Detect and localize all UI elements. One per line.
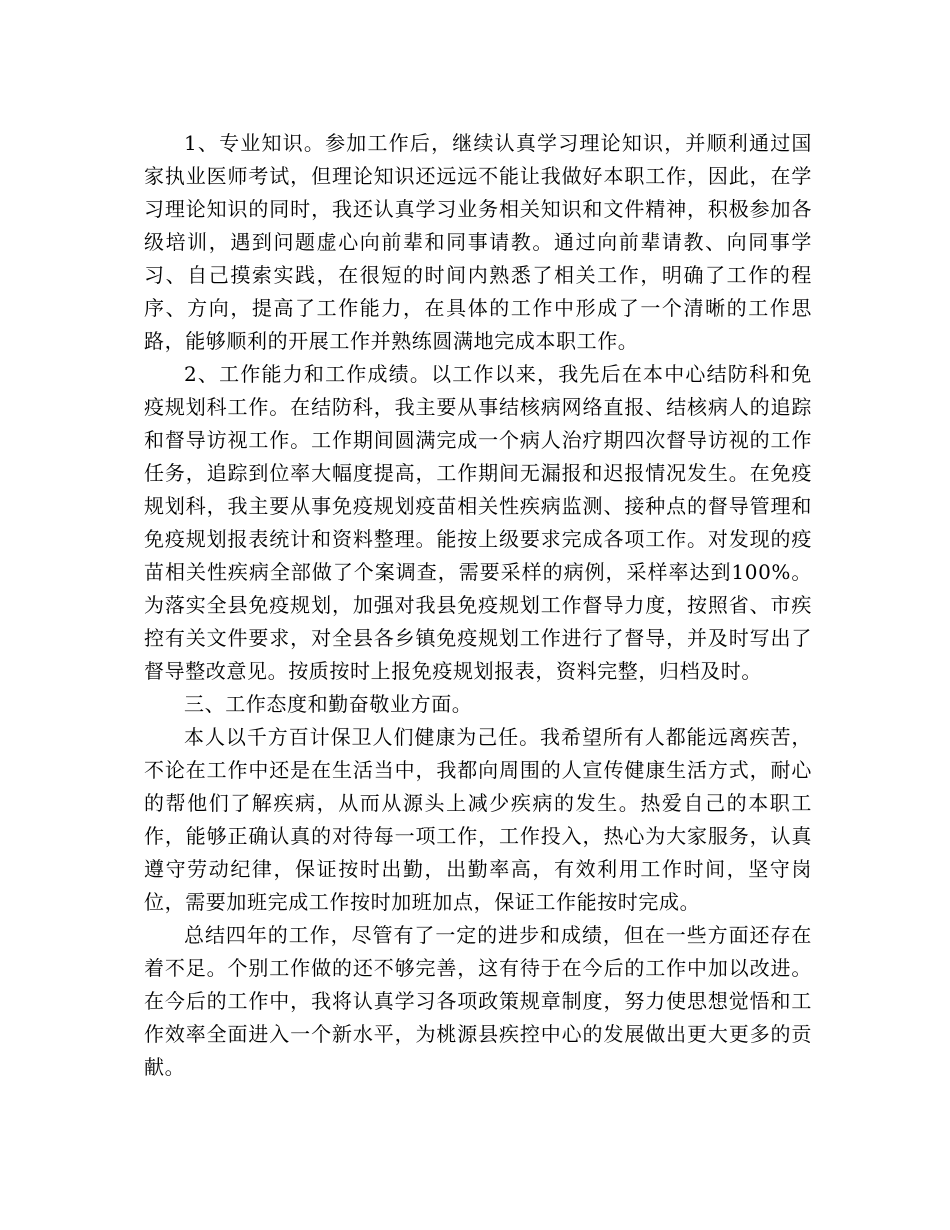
document-body <box>144 127 812 1084</box>
paragraph-work-attitude: 本人以千方百计保卫人们健康为己任。我希望所有人都能远离疾苦，不论在工作中还是在生活当中，我都向周围的人宣传健康生活方式，耐心的帮他们了解疾病，从而从源头上减少疾病的发生。热爱自己的本职工作，能够正确认真的对待每一项工作，工作投入，热心为大家服务，认真遵守劳动纪律，保证按时出勤，出勤率高，有效利用工作时间，坚守岗位，需要加班完成工作按时加班加点，保证工作能按时完成。 <box>144 725 812 914</box>
paragraph-work-ability: 2、工作能力和工作成绩。以工作以来，我先后在本中心结防科和免疫规划科工作。在结防科，我主要从事结核病网络直报、结核病人的追踪和督导访视工作。工作期间圆满完成一个病人治疗期四次督导访视的工作任务，追踪到位率大幅度提高，工作期间无漏报和迟报情况发生。在免疫规划科，我主要从事免疫规划疫苗相关性疾病监测、接种点的督导管理和免疫规划报表统计和资料整理。能按上级要求完成各项工作。对发现的疫苗相关性疾病全部做了个案调查，需要采样的病例，采样率达到100%。为落实全县免疫规划，加强对我县免疫规划工作督导力度，按照省、市疾控有关文件要求，对全县各乡镇免疫规划工作进行了督导，并及时写出了督导整改意见。按质按时上报免疫规划报表，资料完整，归档及时。 <box>144 362 812 683</box>
paragraph-professional-knowledge: 1、专业知识。参加工作后，继续认真学习理论知识，并顺利通过国家执业医师考试，但理论知识还远远不能让我做好本职工作，因此，在学习理论知识的同时，我还认真学习业务相关知识和文件精神，积极参加各级培训，遇到问题虚心向前辈和同事请教。通过向前辈请教、向同事学习、自己摸索实践，在很短的时间内熟悉了相关工作，明确了工作的程序、方向，提高了工作能力，在具体的工作中形成了一个清晰的工作思路，能够顺利的开展工作并熟练圆满地完成本职工作。 <box>144 131 812 353</box>
paragraph-summary: 总结四年的工作，尽管有了一定的进步和成绩，但在一些方面还存在着不足。个别工作做的还不够完善，这有待于在今后的工作中加以改进。在今后的工作中，我将认真学习各项政策规章制度，努力使思想觉悟和工作效率全面进入一个新水平，为桃源县疾控中心的发展做出更大更多的贡献。 <box>144 923 812 1079</box>
section-heading-work-attitude: 三、工作态度和勤奋敬业方面。 <box>184 692 473 716</box>
